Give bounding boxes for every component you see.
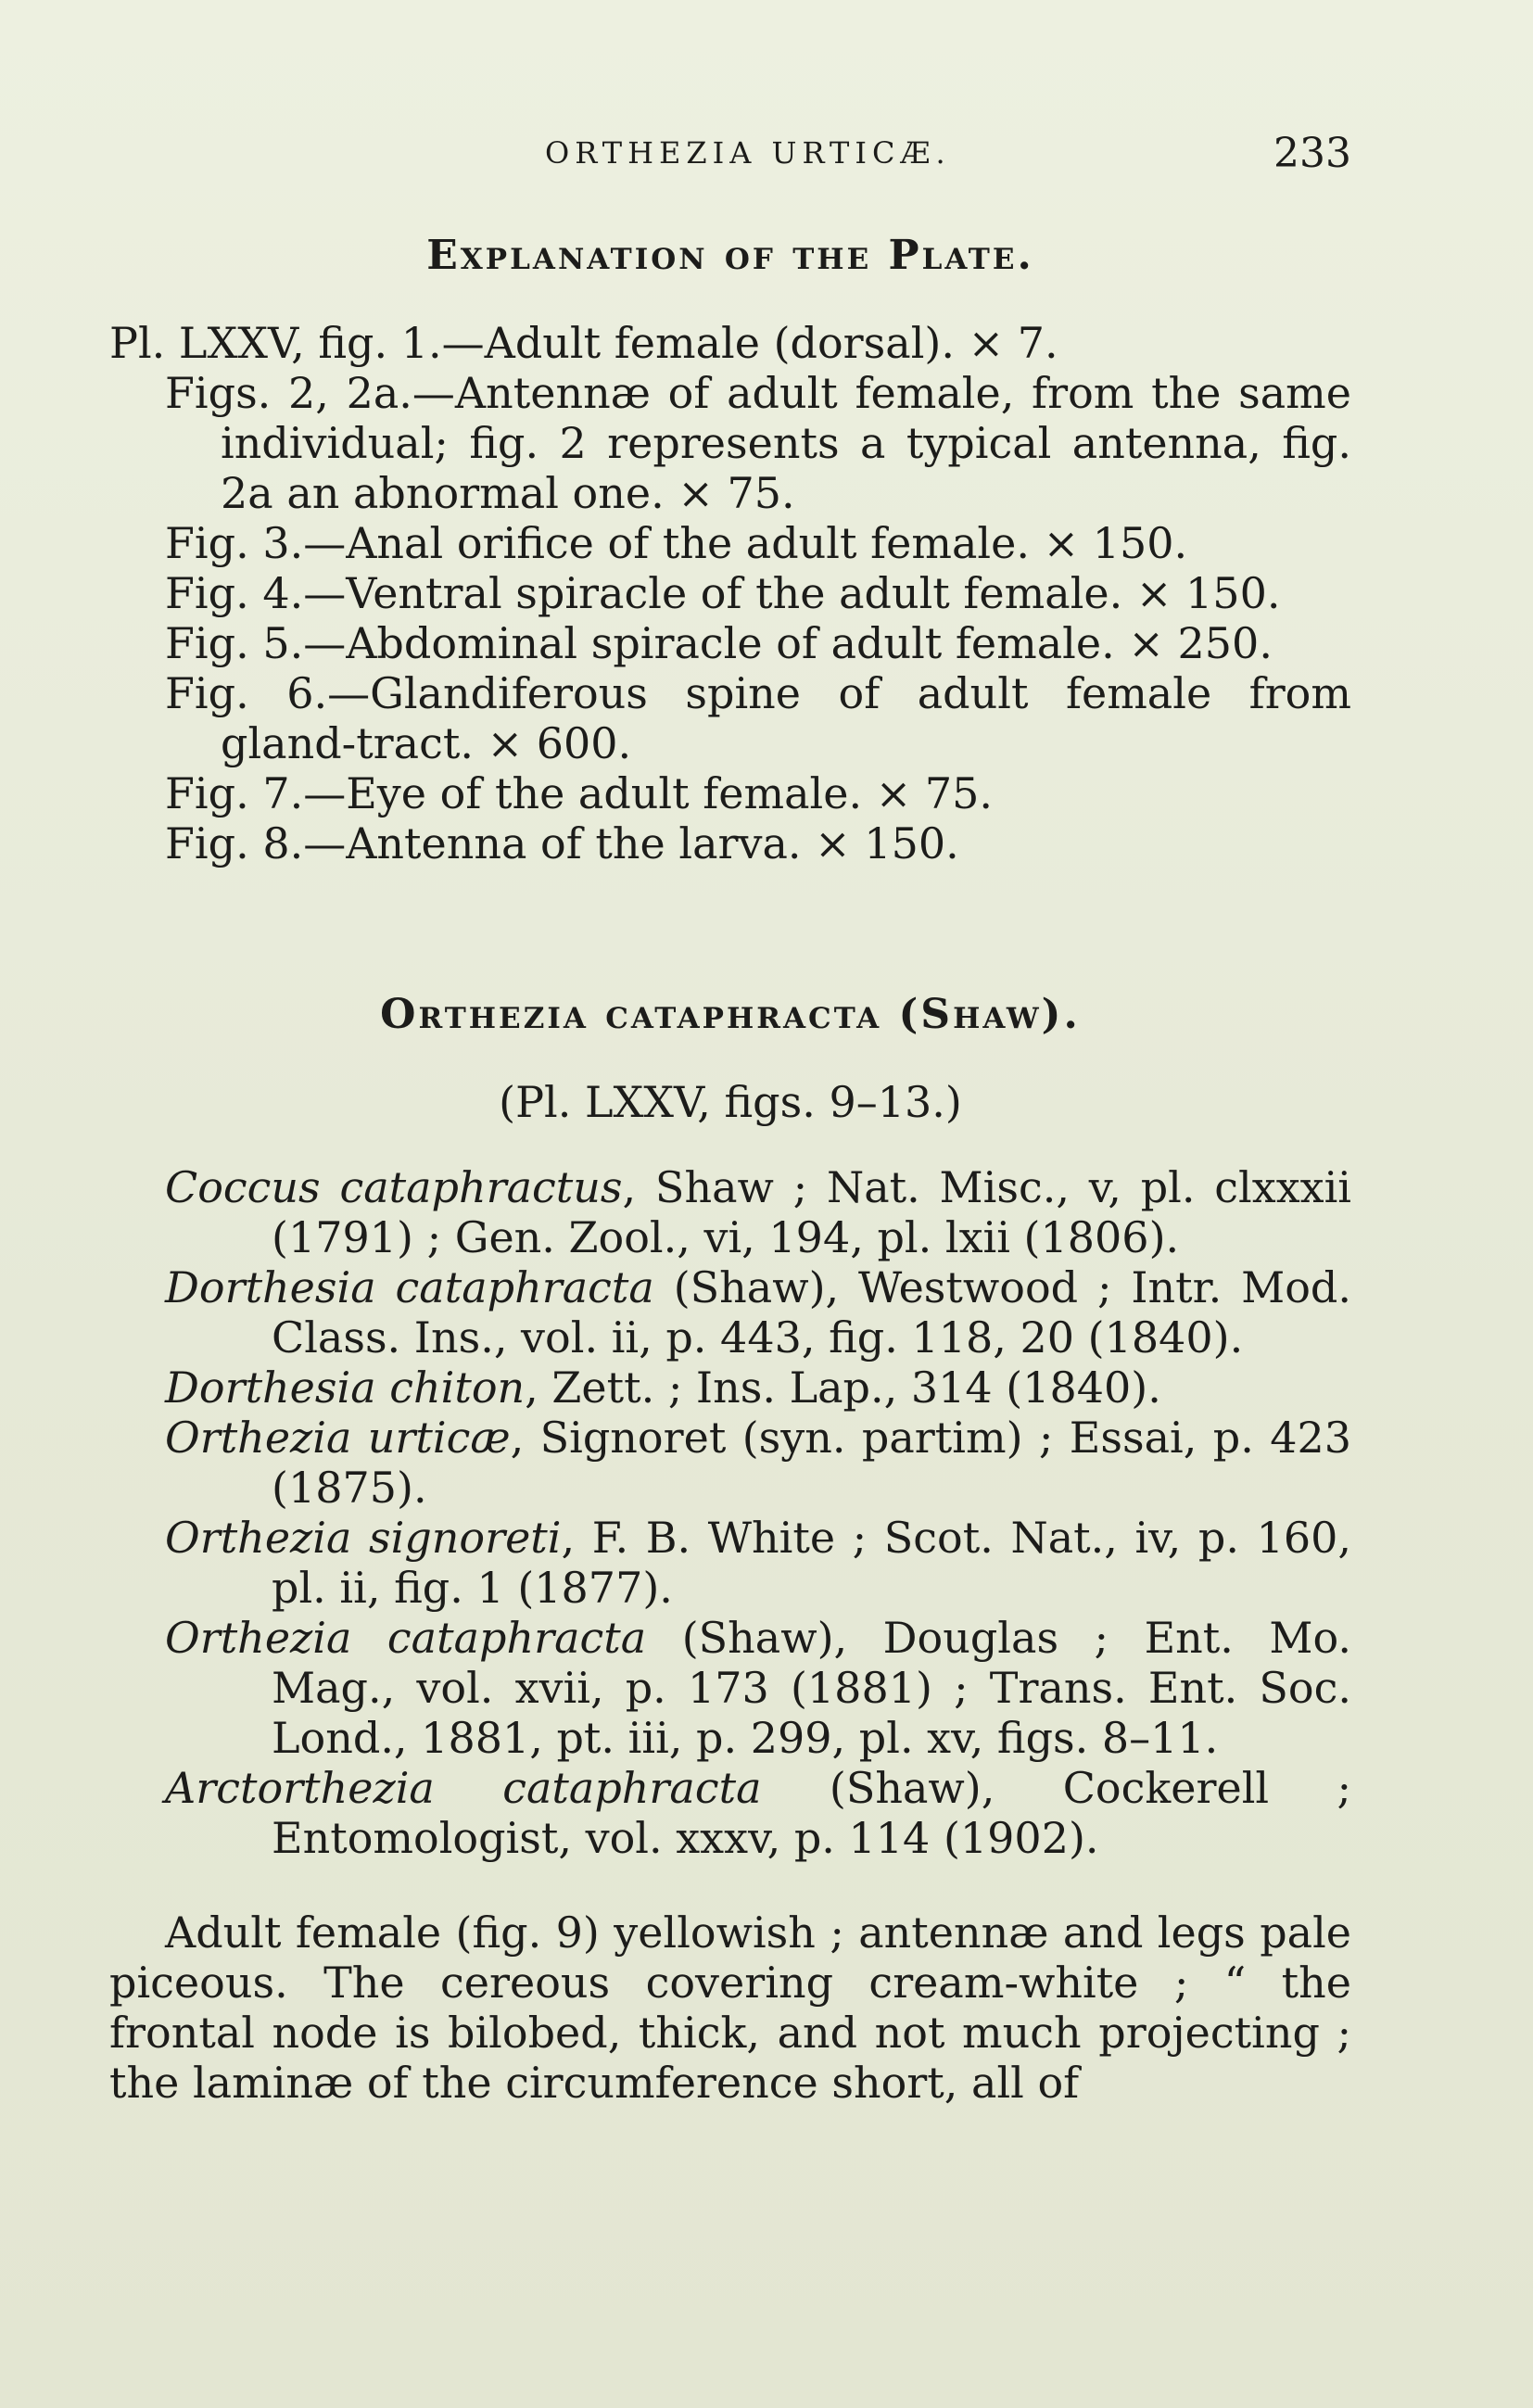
page-body <box>109 232 1351 2108</box>
taxon-name: Arctorthezia cataphracta <box>165 1762 762 1813</box>
synonym-citation: (Shaw), Cockerell ; Entomologist, vol. xxxv, p. 114 (1902). <box>272 1762 1351 1863</box>
synonym-entry <box>165 1763 1351 1863</box>
synonym-entry <box>165 1362 1351 1413</box>
synonym-entry <box>165 1513 1351 1613</box>
synonym-entry <box>165 1413 1351 1513</box>
plate-reference: (Pl. LXXV, figs. 9–13.) <box>499 1076 962 1127</box>
plate-item: Fig. 4.—Ventral spiracle of the adult female. × 150. <box>165 567 1281 618</box>
page-number: 233 <box>1273 130 1351 177</box>
synonym-citation: (Shaw), Westwood ; Intr. Mod. Class. Ins., vol. ii, p. 443, fig. 118, 20 (1840). <box>272 1261 1351 1362</box>
plate-item: Fig. 7.—Eye of the adult female. × 75. <box>165 767 994 818</box>
taxon-name: Dorthesia cataphracta <box>165 1261 654 1312</box>
synonymy-list <box>109 1162 1351 1863</box>
plate-explanation-heading: Explanation of the Plate. <box>426 232 1034 279</box>
taxon-name: Orthezia urticæ <box>165 1412 511 1463</box>
plate-item: Fig. 8.—Antenna of the larva. × 150. <box>165 817 959 868</box>
taxon-name: Dorthesia chiton <box>165 1362 526 1413</box>
plate-explanation-list <box>109 318 1351 868</box>
synonym-entry <box>165 1162 1351 1262</box>
taxon-name: Orthezia cataphracta <box>165 1612 647 1663</box>
synonym-entry <box>165 1262 1351 1362</box>
species-description: Adult female (fig. 9) yellowish ; antennæ and legs pale piceous. The cereous covering cream-white ; “ the frontal node is bilobed, thick, and not much projecting ; the laminæ of the circumference short, all of <box>109 1907 1351 2108</box>
synonym-citation: , Shaw ; Nat. Misc., v, pl. clxxxii (1791) ; Gen. Zool., vi, 194, pl. lxii (1806). <box>272 1161 1351 1262</box>
synonym-citation: , F. B. White ; Scot. Nat., iv, p. 160, pl. ii, fig. 1 (1877). <box>272 1512 1351 1613</box>
synonym-entry <box>165 1613 1351 1763</box>
synonym-citation: (Shaw), Douglas ; Ent. Mo. Mag., vol. xvii, p. 173 (1881) ; Trans. Ent. Soc. Lond., 1881, pt. iii, p. 299, pl. xv, figs. 8–11. <box>272 1612 1351 1763</box>
taxon-name: Orthezia signoreti <box>165 1512 562 1563</box>
taxon-name: Coccus cataphractus <box>165 1161 623 1212</box>
plate-item: Pl. LXXV, fig. 1.—Adult female (dorsal). × 7. <box>109 317 1058 368</box>
species-heading: Orthezia cataphracta (Shaw). <box>380 990 1081 1038</box>
running-title: ORTHEZIA URTICÆ. <box>545 135 951 171</box>
plate-item: Fig. 3.—Anal orifice of the adult female. × 150. <box>165 517 1188 568</box>
plate-item: Fig. 5.—Abdominal spiracle of adult female. × 250. <box>165 617 1273 668</box>
page-header <box>109 130 1351 185</box>
plate-item: Figs. 2, 2a.—Antennæ of adult female, from the same individual; fig. 2 represents a typical antenna, fig. 2a an abnormal one. × 75. <box>165 367 1351 518</box>
synonym-citation: , Zett. ; Ins. Lap., 314 (1840). <box>525 1362 1161 1413</box>
plate-item: Fig. 6.—Glandiferous spine of adult female from gland-tract. × 600. <box>165 667 1351 768</box>
synonym-citation: , Signoret (syn. partim) ; Essai, p. 423 (1875). <box>272 1412 1352 1513</box>
